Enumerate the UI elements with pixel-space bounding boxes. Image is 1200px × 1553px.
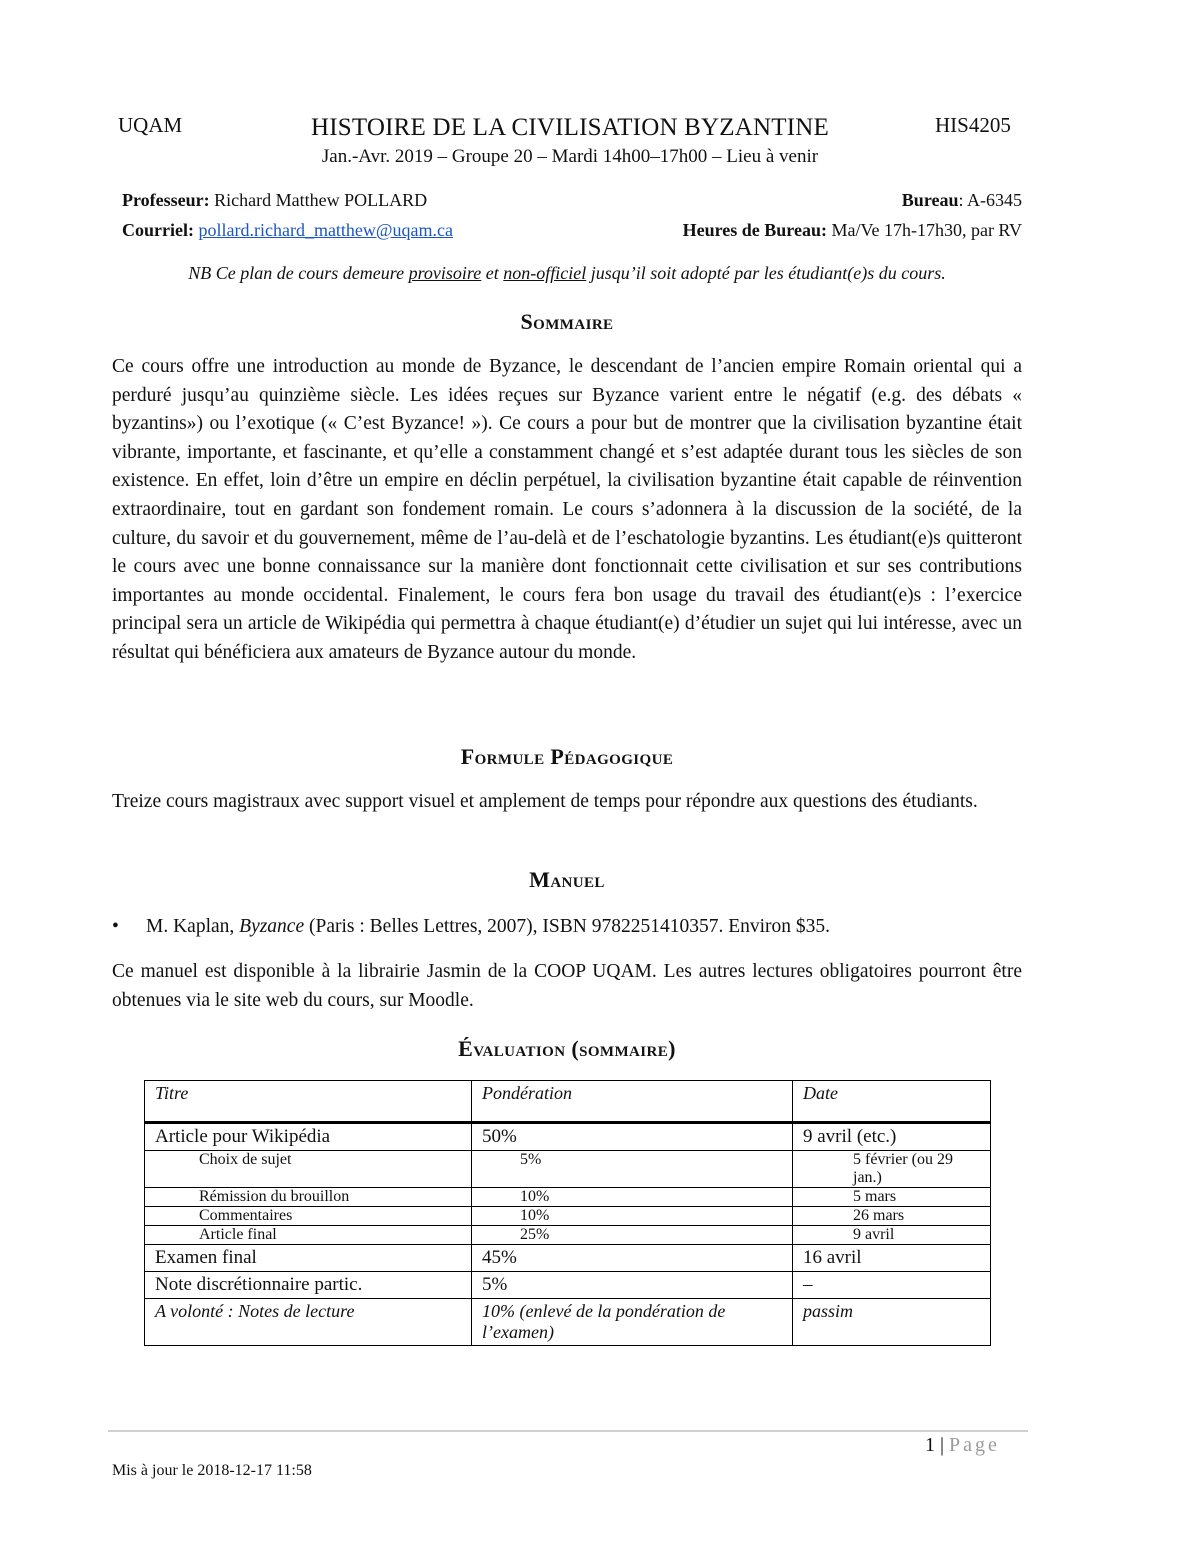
institution: UQAM	[118, 113, 183, 137]
table-cell: Rémission du brouillon	[145, 1188, 472, 1207]
table-cell: 45%	[472, 1245, 793, 1272]
professor	[122, 190, 427, 211]
professor-label: Professeur:	[122, 190, 210, 210]
professor-row	[122, 190, 1022, 211]
table-cell: 10%	[472, 1207, 793, 1226]
formule-text: Treize cours magistraux avec support visuel et amplement de temps pour répondre aux questions des étudiants.	[112, 791, 978, 812]
table-cell: Article pour Wikipédia	[145, 1123, 472, 1151]
table-row	[145, 1245, 991, 1272]
heading-manuel: Manuel	[529, 867, 605, 892]
table-header: Pondération	[472, 1081, 793, 1123]
office	[902, 190, 1022, 211]
manuel-text: Ce manuel est disponible à la librairie Jasmin de la COOP UQAM. Les autres lectures obligatoires pourront être obtenues via le site web du cours, sur Moodle.	[112, 961, 1022, 1011]
page-title: HISTOIRE DE LA CIVILISATION BYZANTINE	[311, 114, 829, 141]
table-row	[145, 1188, 991, 1207]
table-row	[145, 1226, 991, 1245]
provisional-notice: NB Ce plan de cours demeure provisoire et non-officiel jusqu’il soit adopté par les étudiant(e)s du cours.	[188, 263, 946, 283]
heading-formule: Formule Pédagogique	[460, 744, 674, 769]
heading-sommaire: Sommaire	[520, 309, 614, 334]
email	[122, 220, 453, 241]
heading-evaluation: Évaluation (sommaire)	[458, 1036, 676, 1061]
table-cell: 26 mars	[793, 1207, 991, 1226]
manuel-bullet	[112, 916, 1022, 938]
separator-icon: |	[940, 1434, 945, 1456]
table-cell: 10%	[472, 1188, 793, 1207]
email-link[interactable]: pollard.richard_matthew@uqam.ca	[198, 220, 453, 240]
course-code: HIS4205	[935, 113, 1011, 137]
table-header: Date	[793, 1081, 991, 1123]
hours-label: Heures de Bureau:	[682, 220, 827, 240]
table-row	[145, 1207, 991, 1226]
table-cell: 5 mars	[793, 1188, 991, 1207]
table-cell: 25%	[472, 1226, 793, 1245]
office-value: : A-6345	[958, 190, 1022, 210]
table-cell: 9 avril	[793, 1226, 991, 1245]
table-cell: A volonté : Notes de lecture	[145, 1299, 472, 1346]
table-row	[145, 1299, 991, 1346]
table-cell: 9 avril (etc.)	[793, 1123, 991, 1151]
evaluation-table	[144, 1080, 991, 1346]
table-cell: 5 février (ou 29 jan.)	[793, 1151, 991, 1188]
last-updated: Mis à jour le 2018-12-17 11:58	[112, 1462, 312, 1479]
table-row	[145, 1272, 991, 1299]
table-cell: Choix de sujet	[145, 1151, 472, 1188]
table-header: Titre	[145, 1081, 472, 1123]
table-cell: 5%	[472, 1151, 793, 1188]
table-cell: Note discrétionnaire partic.	[145, 1272, 472, 1299]
table-row	[145, 1151, 991, 1188]
table-cell: 50%	[472, 1123, 793, 1151]
page-number: 1 | Page	[925, 1434, 1000, 1456]
course-schedule: Jan.-Avr. 2019 – Groupe 20 – Mardi 14h00–17h00 – Lieu à venir	[321, 146, 819, 167]
table-cell: –	[793, 1272, 991, 1299]
table-row	[145, 1123, 991, 1151]
sommaire-text: Ce cours offre une introduction au monde de Byzance, le descendant de l’ancien empire Romain oriental qui a perduré jusqu’au quinzième siècle. Les idées reçues sur Byzance varient entre le négatif (e.g. des débats « byzantins») ou l’exotique (« C’est Byzance! »). Ce cours a pour but de montrer que la civilisation byzantine était vibrante, importante, et fascinante, et qu’elle a constamment changé et s’est adaptée durant tous les siècles de son existence. En effet, loin d’être un empire en déclin perpétuel, la civilisation byzantine était capable de réinvention extraordinaire, tout en gardant son fondement romain. Le cours s’adonnera à la discussion de la société, de la culture, du savoir et du gouvernement, même de l’au-delà et de l’eschatologie byzantins. Les étudiant(e)s quitteront le cours avec une bonne connaissance sur la manière dont fonctionnait cette civilisation et sur ses contributions importantes au monde occidental. Finalement, le cours fera bon usage du travail des étudiant(e)s : l’exercice principal sera un article de Wikipédia qui permettra à chaque étudiant(e) d’étudier un sujet qui lui intéresse, avec un résultat qui bénéficiera aux amateurs de Byzance autour du monde.	[112, 356, 1022, 663]
office-label: Bureau	[901, 190, 959, 210]
table-cell: 5%	[472, 1272, 793, 1299]
hours-value: Ma/Ve 17h-17h30, par RV	[831, 220, 1022, 240]
table-cell: Commentaires	[145, 1207, 472, 1226]
table-cell: 16 avril	[793, 1245, 991, 1272]
table-cell: 10% (enlevé de la pondération de l’examen)	[472, 1299, 793, 1346]
table-cell: Article final	[145, 1226, 472, 1245]
contact-row	[122, 220, 1022, 241]
bullet-icon: •	[112, 916, 119, 937]
email-label: Courriel:	[122, 220, 194, 240]
footer-divider	[108, 1430, 1028, 1432]
table-cell: Examen final	[145, 1245, 472, 1272]
table-header-row	[145, 1081, 991, 1123]
table-cell: passim	[793, 1299, 991, 1346]
manuel-reference: M. Kaplan, Byzance (Paris : Belles Lettres, 2007), ISBN 9782251410357. Environ $35.	[146, 916, 831, 937]
office-hours	[683, 220, 1022, 241]
professor-name: Richard Matthew POLLARD	[214, 190, 428, 210]
